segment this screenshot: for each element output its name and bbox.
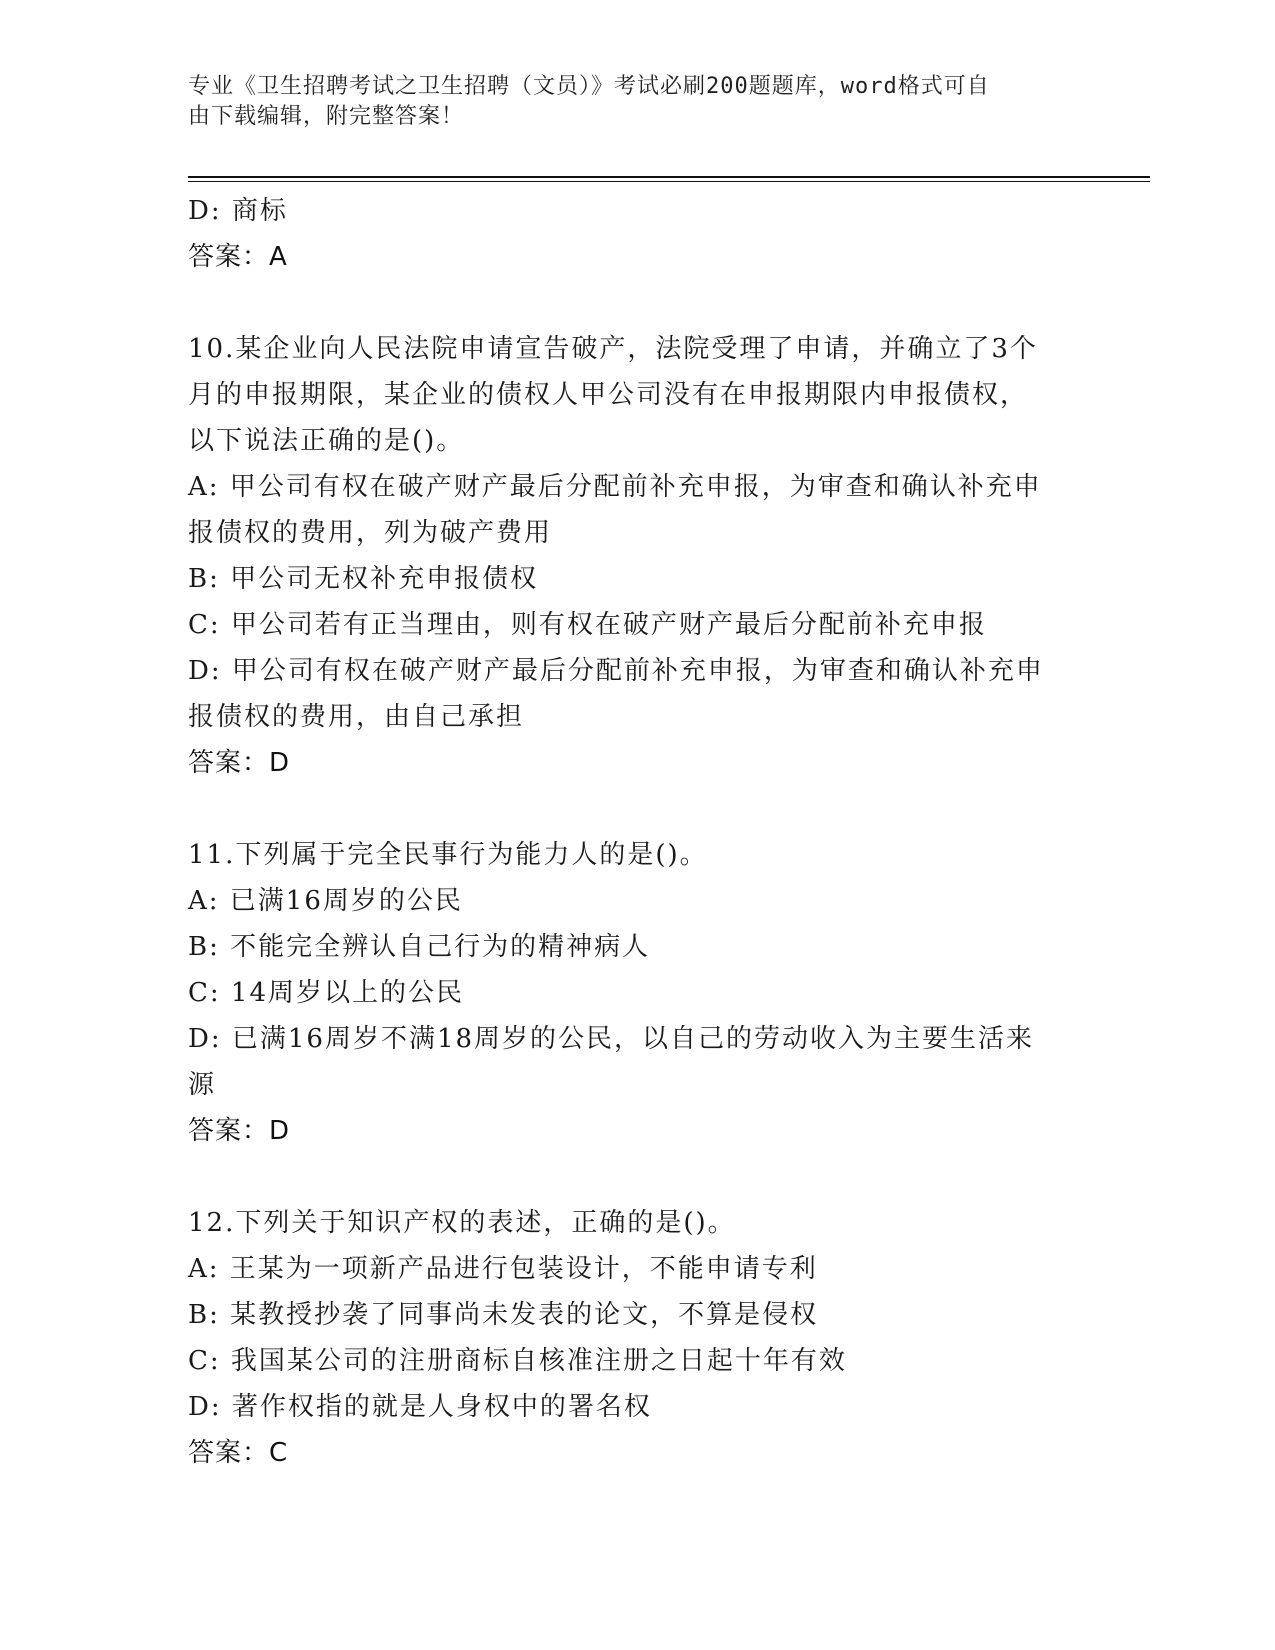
question-stem: 12.下列关于知识产权的表述，正确的是()。 bbox=[188, 1208, 736, 1238]
option-b: B: 不能完全辨认自己行为的精神病人 bbox=[188, 932, 651, 962]
option-a: A: 已满16周岁的公民 bbox=[188, 886, 463, 916]
answer-line: 答案：A bbox=[188, 242, 288, 272]
header-divider-thick bbox=[188, 176, 1150, 178]
spacer bbox=[188, 280, 1088, 326]
option-c: C: 甲公司若有正当理由，则有权在破产财产最后分配前补充申报 bbox=[188, 610, 987, 640]
question-stem: 以下说法正确的是()。 bbox=[188, 426, 465, 456]
option-c: C: 我国某公司的注册商标自核准注册之日起十年有效 bbox=[188, 1346, 847, 1376]
option-d-continued: 报债权的费用，由自己承担 bbox=[188, 702, 525, 732]
option-b: B: 某教授抄袭了同事尚未发表的论文，不算是侵权 bbox=[188, 1300, 819, 1330]
option-a-continued: 报债权的费用，列为破产费用 bbox=[188, 518, 553, 548]
header-line-1: 专业《卫生招聘考试之卫生招聘（文员）》考试必刷200题题库，word格式可自 bbox=[188, 74, 990, 99]
option-b: B: 甲公司无权补充申报债权 bbox=[188, 564, 539, 594]
previous-question-tail bbox=[188, 188, 1088, 280]
header-line-2: 由下载编辑，附完整答案！ bbox=[188, 104, 465, 129]
document-header bbox=[188, 72, 1088, 132]
option-d: D: 商标 bbox=[188, 196, 288, 226]
question-stem: 月的申报期限，某企业的债权人甲公司没有在申报期限内申报债权， bbox=[188, 380, 1029, 410]
option-d: D: 已满16周岁不满18周岁的公民，以自己的劳动收入为主要生活来 bbox=[188, 1024, 1035, 1054]
option-d: D: 甲公司有权在破产财产最后分配前补充申报，为审查和确认补充申 bbox=[188, 656, 1044, 686]
answer-line: 答案：C bbox=[188, 1438, 289, 1468]
question-12 bbox=[188, 1200, 1088, 1476]
answer-line: 答案：D bbox=[188, 748, 291, 778]
spacer bbox=[188, 1154, 1088, 1200]
question-11 bbox=[188, 832, 1088, 1154]
option-d: D: 著作权指的就是人身权中的署名权 bbox=[188, 1392, 652, 1422]
answer-line: 答案：D bbox=[188, 1116, 291, 1146]
option-c: C: 14周岁以上的公民 bbox=[188, 978, 465, 1008]
option-a: A: 王某为一项新产品进行包装设计，不能申请专利 bbox=[188, 1254, 818, 1284]
option-a: A: 甲公司有权在破产财产最后分配前补充申报，为审查和确认补充申 bbox=[188, 472, 1042, 502]
question-list bbox=[188, 188, 1088, 1476]
question-10 bbox=[188, 326, 1088, 786]
question-stem: 10.某企业向人民法院申请宣告破产，法院受理了申请，并确立了3个 bbox=[188, 334, 1038, 364]
question-stem: 11.下列属于完全民事行为能力人的是()。 bbox=[188, 840, 708, 870]
spacer bbox=[188, 786, 1088, 832]
option-d-continued: 源 bbox=[188, 1070, 217, 1100]
header-divider-thin bbox=[188, 181, 1150, 182]
